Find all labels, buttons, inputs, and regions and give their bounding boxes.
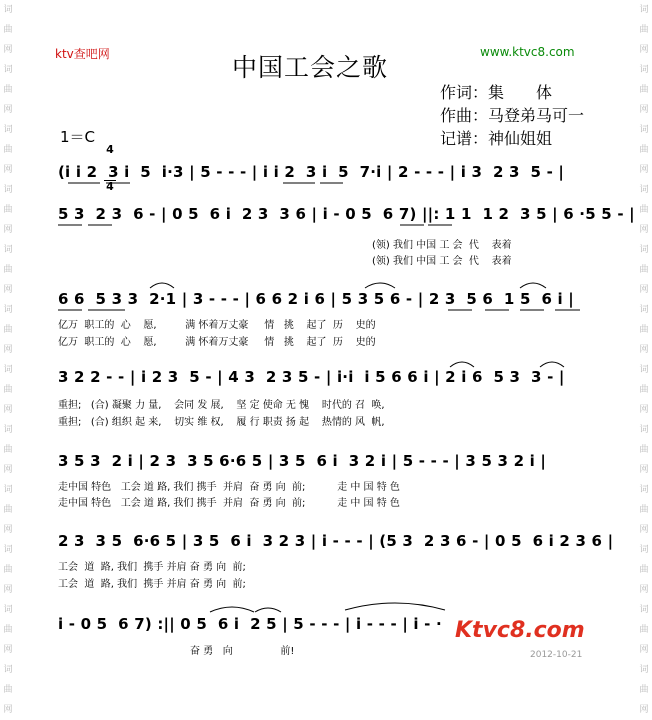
side-watermark-glyph: 曲 <box>3 385 13 395</box>
side-watermark-glyph: 曲 <box>3 145 13 155</box>
side-watermark-glyph: 曲 <box>639 25 649 35</box>
lyric-row-4a: 重担; (合) 凝聚 力 量, 会同 发 展, 坚 定 使命 无 愧 时代的 召 唤, <box>58 400 385 411</box>
side-watermark-glyph: 网 <box>3 585 13 595</box>
score-row-2: 5 3 2 3 6 - | 0 5 6 i 2 3 3 6 | i - 0 5 6 7) ||: 1 1 1 2 3 5 | 6 ·5 5 - | <box>58 205 635 223</box>
side-watermark-glyph: 曲 <box>3 445 13 455</box>
side-watermark-glyph: 网 <box>639 645 649 655</box>
brand-left[interactable]: ktv查吧网 <box>55 47 110 61</box>
lyric-row-5a: 走中国 特色 工会 道 路, 我们 携手 并肩 奋 勇 向 前; 走 中 国 特 色 <box>58 482 400 493</box>
side-watermark-glyph: 曲 <box>3 625 13 635</box>
side-watermark-glyph: 词 <box>639 185 649 195</box>
side-watermark-glyph: 词 <box>3 125 13 135</box>
slur <box>150 283 174 288</box>
score-row-7: i - 0 5 6 7) :|| 0 5 6 i 2 5 | 5 - - - | i - - - | i - · <box>58 615 442 633</box>
side-watermark-glyph: 曲 <box>639 445 649 455</box>
side-watermark-glyph: 词 <box>3 5 13 15</box>
side-watermark-glyph: 曲 <box>3 25 13 35</box>
side-watermark-glyph: 曲 <box>3 505 13 515</box>
side-watermark-glyph: 网 <box>639 705 649 715</box>
slur <box>540 362 564 367</box>
score-row-5: 3 5 3 2 i | 2 3 3 5 6·6 5 | 3 5 6 i 3 2 i | 5 - - - | 3 5 3 2 i | <box>58 452 547 470</box>
side-watermark-glyph: 词 <box>3 485 13 495</box>
side-watermark-glyph: 网 <box>639 525 649 535</box>
side-watermark-glyph: 网 <box>639 45 649 55</box>
side-watermark-glyph: 网 <box>3 225 13 235</box>
lyric-row-5b: 走中国 特色 工会 道 路, 我们 携手 并肩 奋 勇 向 前; 走 中 国 特 色 <box>58 498 400 509</box>
side-watermark-glyph: 网 <box>639 405 649 415</box>
side-watermark-glyph: 曲 <box>3 685 13 695</box>
score-row-6: 2 3 3 5 6·6 5 | 3 5 6 i 3 2 3 | i - - - | (5 3 2 3 6 - | 0 5 6 i 2 3 6 | <box>58 532 614 550</box>
side-watermark-glyph: 曲 <box>3 565 13 575</box>
side-watermark-glyph: 词 <box>3 545 13 555</box>
side-watermark-glyph: 词 <box>639 125 649 135</box>
side-watermark-glyph: 词 <box>639 245 649 255</box>
side-watermark-glyph: 网 <box>3 705 13 715</box>
side-watermark-glyph: 词 <box>639 425 649 435</box>
score-row-1: (i i 2 3 i 5 i·3 | 5 - - - | i i 2 3 i 5 7·i | 2 - - - | i 3 2 3 5 - | <box>58 163 565 181</box>
side-watermark-glyph: 词 <box>3 665 13 675</box>
slur <box>345 603 445 610</box>
lyric-row-4b: 重担; (合) 组织 起 来, 切实 维 权, 履 行 职责 扬 起 热情的 风 帆, <box>58 417 385 428</box>
side-watermark-glyph: 曲 <box>639 565 649 575</box>
side-watermark-glyph: 网 <box>639 585 649 595</box>
side-watermark-glyph: 曲 <box>639 625 649 635</box>
side-watermark-glyph: 曲 <box>639 325 649 335</box>
side-watermark-glyph: 词 <box>3 425 13 435</box>
side-watermark-glyph: 曲 <box>639 685 649 695</box>
slur <box>255 608 281 612</box>
transcriber-credit: 记谱：神仙姐姐 <box>440 129 553 148</box>
side-watermark-glyph: 网 <box>639 285 649 295</box>
side-watermark-glyph: 网 <box>639 465 649 475</box>
lyric-row-7: 奋 勇 向 前! <box>190 646 295 657</box>
side-watermark-glyph: 网 <box>3 105 13 115</box>
slur <box>520 283 546 288</box>
side-watermark-glyph: 词 <box>3 185 13 195</box>
watermark-logo: Ktvc8.com <box>455 618 585 643</box>
side-watermark-glyph: 曲 <box>3 325 13 335</box>
side-watermark-glyph: 曲 <box>639 385 649 395</box>
side-watermark-glyph: 词 <box>3 65 13 75</box>
side-watermark-glyph: 词 <box>639 545 649 555</box>
side-watermark-glyph: 网 <box>639 225 649 235</box>
side-watermark-glyph: 词 <box>3 245 13 255</box>
song-title: 中国工会之歌 <box>232 53 389 82</box>
side-watermark-glyph: 曲 <box>639 145 649 155</box>
lyric-row-3a: 亿万 职工的 心 愿, 满 怀着万丈豪 情 挑 起了 历 史的 <box>58 320 376 331</box>
side-watermark-glyph: 词 <box>3 365 13 375</box>
slur <box>450 362 474 367</box>
slur <box>365 283 395 288</box>
key-signature: 1＝C <box>60 128 96 146</box>
side-watermark-glyph: 词 <box>3 605 13 615</box>
score-row-4: 3 2 2 - - | i 2 3 5 - | 4 3 2 3 5 - | i·i i 5 6 6 i | 2 i 6 5 3 3 - | <box>58 368 565 386</box>
lyric-row-6a: 工会 道 路, 我们 携手 并肩 奋 勇 向 前; <box>58 562 246 573</box>
composer-credit: 作曲：马登弟马可一 <box>440 106 585 125</box>
side-watermark-glyph: 曲 <box>3 205 13 215</box>
score-row-3: 6 6 5 3 3 2·1 | 3 - - - | 6 6 2 i 6 | 5 3 5 6 - | 2 3 5 6 1 5 6 i | <box>58 290 574 308</box>
lead-lyric-1: (领) 我们 中国 工 会 代 表着 <box>372 240 512 251</box>
lyricist-credit: 作词：集 体 <box>440 83 553 102</box>
side-watermark-glyph: 曲 <box>3 85 13 95</box>
side-watermark-glyph: 网 <box>3 465 13 475</box>
side-watermark-glyph: 曲 <box>3 265 13 275</box>
side-watermark-glyph: 网 <box>639 105 649 115</box>
slur <box>210 607 254 612</box>
side-watermark-glyph: 词 <box>639 605 649 615</box>
side-watermark-glyph: 曲 <box>639 205 649 215</box>
side-watermark-glyph: 网 <box>639 345 649 355</box>
side-watermark-glyph: 词 <box>639 5 649 15</box>
brand-right[interactable]: www.ktvc8.com <box>480 45 575 59</box>
side-watermark-glyph: 词 <box>639 65 649 75</box>
side-watermark-glyph: 曲 <box>639 505 649 515</box>
watermark-date: 2012-10-21 <box>530 650 583 660</box>
side-watermark-glyph: 网 <box>3 345 13 355</box>
side-watermark-glyph: 曲 <box>639 85 649 95</box>
lyric-row-3b: 亿万 职工的 心 愿, 满 怀着万丈豪 情 挑 起了 历 史的 <box>58 337 376 348</box>
side-watermark-glyph: 词 <box>3 305 13 315</box>
side-watermark-glyph: 网 <box>3 405 13 415</box>
side-watermark-glyph: 词 <box>639 485 649 495</box>
lead-lyric-2: (领) 我们 中国 工 会 代 表着 <box>372 256 512 267</box>
time-signature-top: 4 <box>106 143 114 156</box>
side-watermark-glyph: 网 <box>3 165 13 175</box>
side-watermark-glyph: 网 <box>3 525 13 535</box>
side-watermark-glyph: 网 <box>3 45 13 55</box>
side-watermark-glyph: 网 <box>639 165 649 175</box>
side-watermark-glyph: 网 <box>3 285 13 295</box>
side-watermark-glyph: 词 <box>639 365 649 375</box>
side-watermark-glyph: 词 <box>639 665 649 675</box>
side-watermark-glyph: 网 <box>3 645 13 655</box>
lyric-row-6b: 工会 道 路, 我们 携手 并肩 奋 勇 向 前; <box>58 579 246 590</box>
side-watermark-glyph: 词 <box>639 305 649 315</box>
time-signature-bottom: 4 <box>104 180 116 193</box>
side-watermark-glyph: 曲 <box>639 265 649 275</box>
